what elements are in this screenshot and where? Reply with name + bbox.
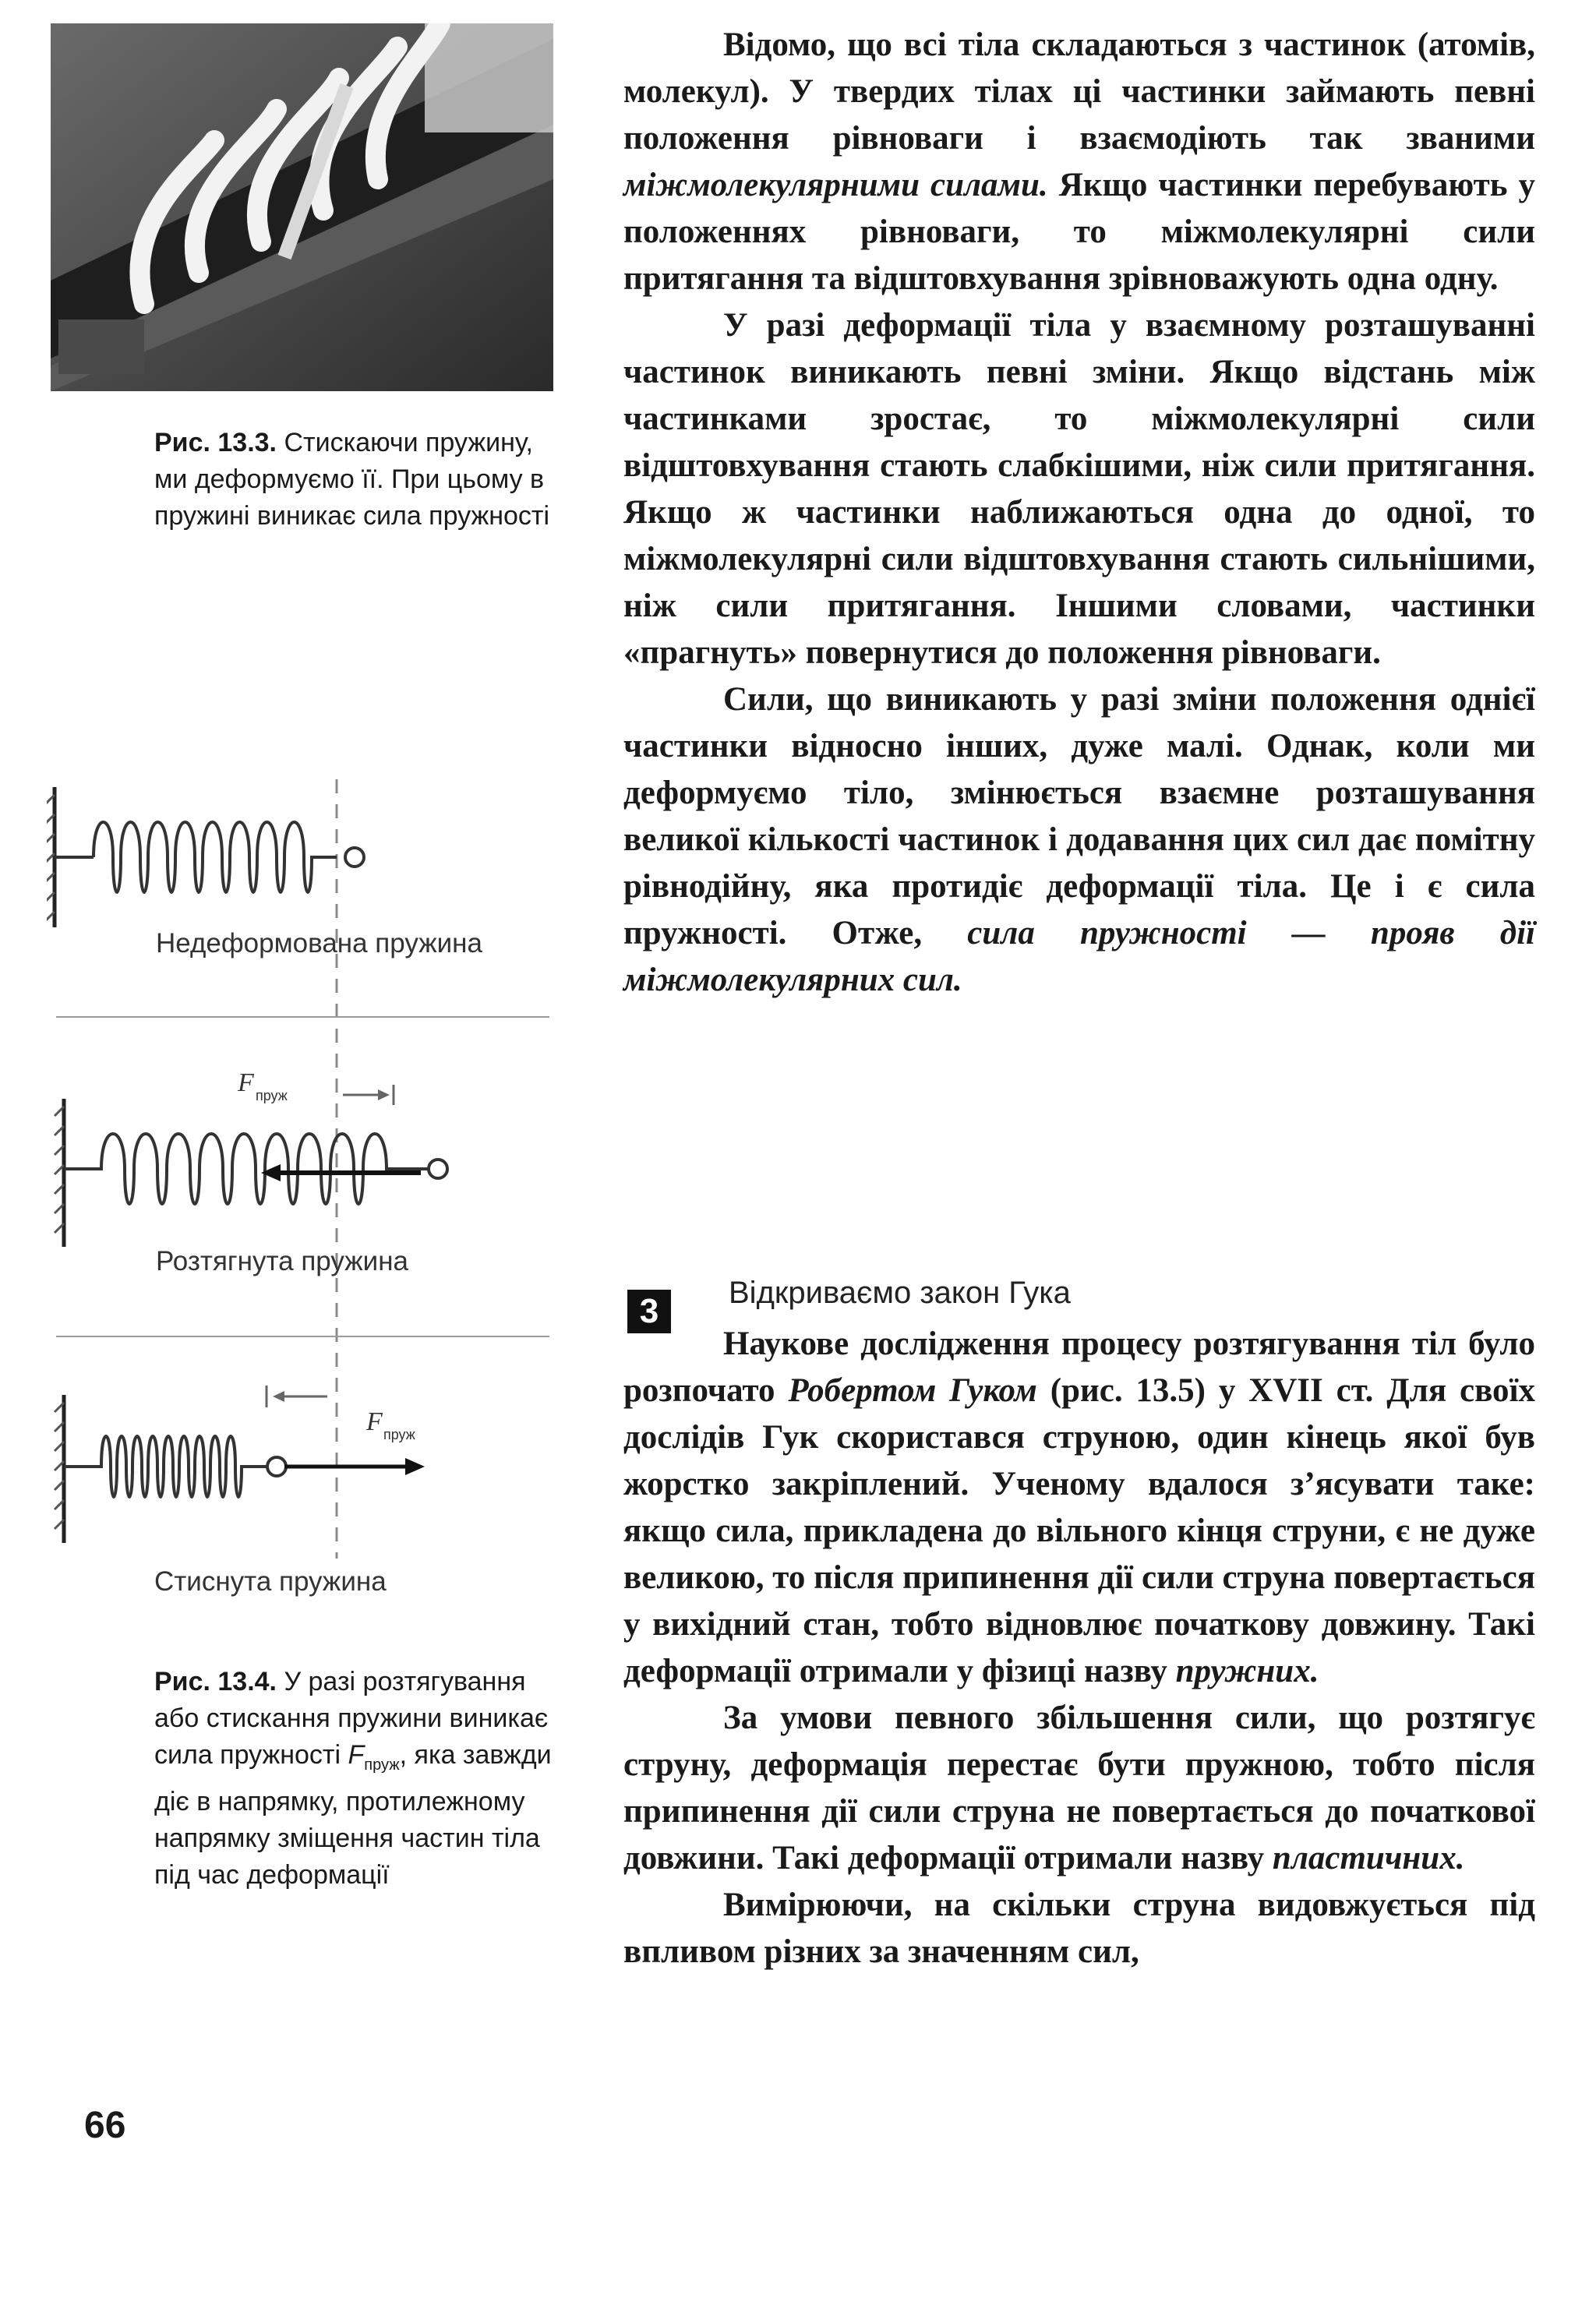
paragraph-1: Відомо, що всі тіла складаються з частинок (атомів, молекул). У твердих тілах ці частинки займають певні положення рівноваги і взаємодіють так званими міжмолекулярними силами. Якщо частинки перебувають у положеннях рівноваги, то міжмолекулярні сили притягання та відштовхування зрівноважують одна одну. — [623, 26, 1536, 297]
spring-label-undeformed: Недеформована пружина — [156, 928, 482, 959]
force-symbol: F — [366, 1407, 383, 1436]
stretched-spring — [55, 1085, 447, 1247]
paragraph-2: У разі деформації тіла у взаємному розташуванні частинок виникають певні зміни. Якщо відстань між частинками зростає, то міжмолекулярні сили відштовхування стають слабкішими, ніж сили притягання. Якщо ж частинки наближаються одна до одної, то міжмолекулярні сили відштовхування стають сильнішими, ніж сили притягання. Іншими словами, частинки «прагнуть» повернутися до положення рівноваги. — [623, 307, 1535, 671]
section-paragraph-2: За умови певного збільшення сили, що розтягує струну, деформація перестає бути пружною, тобто після припинення дії сили струна не повертається до початкової довжини. Такі деформації отримали назву пластичних. — [623, 1700, 1535, 1876]
section-text — [623, 1321, 1535, 1975]
page-number: 66 — [84, 2105, 126, 2146]
spring-compression-photo — [51, 23, 553, 391]
force-subscript: пруж — [383, 1427, 415, 1442]
force-subscript: пруж — [256, 1088, 288, 1103]
figure-13-4-caption: Рис. 13.4. У разі розтягування або стискання пружини виникає сила пружності $F_{пруж}$, яка завжди діє в напрямку, протилежному напрямку зміщення частин тіла під час деформації — [154, 1667, 552, 1890]
spring-label-compressed: Стиснута пружина — [154, 1566, 387, 1597]
section-paragraph-3: Вимірюючи, на скільки струна видовжується під впливом різних за значенням сил, — [623, 1887, 1535, 1970]
undeformed-spring — [47, 787, 364, 927]
spring-label-stretched: Розтягнута пружина — [156, 1246, 409, 1276]
figure-13-3-caption: Рис. 13.3. Стискаючи пружину, ми деформуємо її. При цьому в пружині виникає сила пружності — [154, 428, 550, 531]
paragraph-3: Сили, що виникають у разі зміни положення однієї частинки відносно інших, дуже малі. Однак, коли ми деформуємо тіло, змінюється взаємне розташування великої кількості частинок і додавання цих сил дає помітну рівнодійну, яка протидіє деформації тіла. Це і є сила пружності. Отже, сила пружності — прояв дії міжмолекулярних сил. — [623, 681, 1535, 998]
main-text — [623, 22, 1535, 1004]
force-symbol: F — [238, 1068, 254, 1097]
section-title: Відкриваємо закон Гука — [729, 1276, 1071, 1310]
section-paragraph-1: Наукове дослідження процесу розтягування тіл було розпочато Робертом Гуком (рис. 13.5) у XVII ст. Для своїх дослідів Гук скористався струною, один кінець якої був жорстко закріплений. Ученому вдалося з’ясувати таке: якщо сила, прикладена до вільного кінця струни, є не дуже великою, то після припинення дії сили струна повертається у вихідний стан, тобто відновлює початкову довжину. Такі деформації отримали у фізиці назву пружних. — [623, 1326, 1535, 1689]
figure-13-3-photo — [51, 23, 553, 391]
section-number-badge: 3 — [627, 1290, 671, 1333]
figure-13-4-springs — [47, 779, 561, 1559]
